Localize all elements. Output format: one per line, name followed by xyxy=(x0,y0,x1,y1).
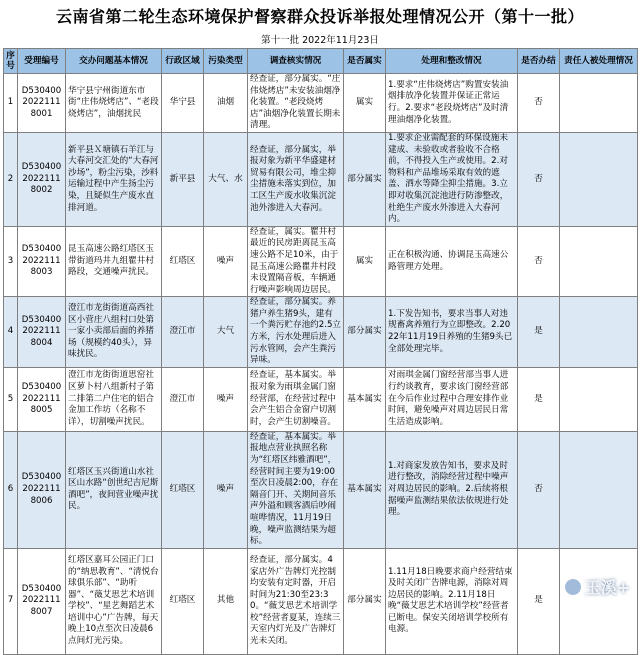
row-type: 大气、水 xyxy=(204,132,248,226)
header-issue: 交办问题基本情况 xyxy=(66,49,162,74)
row-investigation: 经查证，属实。瞿井村最近的民房距离昆玉高速公路不足10米，由于昆玉高速公路瞿井村段未设置隔音板，车辆通行噪声影响周边居民。 xyxy=(248,226,344,297)
row-issue: 红塔区玉兴街道山水社区山水路“创世纪吉尼斯酒吧”，夜间营业噪声扰民。 xyxy=(66,431,162,548)
header-handling: 处理和整改情况 xyxy=(386,49,518,74)
table-row xyxy=(4,226,638,297)
row-no: 2 xyxy=(4,132,18,226)
row-investigation: 经查证，基本属实。举报地点营业执照名称为“红塔区纬雅酒吧”，经营时间主要为19:00至次日凌晨2:00，存在隔音门开、关期间音乐声外溢和顾客酒后吵闹喧哗情况，11月19日晚，噪声监测结果为超标。 xyxy=(248,431,344,548)
row-verified: 部分属实 xyxy=(344,548,386,654)
row-investigation: 经查证，部分属实。4家店外广告牌灯光控制均安装有定时器，开启时间为21:30至23:30。“薇艾思艺术培训学校”经营者夏某，连续三天室内灯光及广告牌灯光未关闭。 xyxy=(248,548,344,654)
row-verified: 基本属实 xyxy=(344,431,386,548)
row-accountability xyxy=(560,297,638,368)
table-row xyxy=(4,74,638,133)
row-id: D530400 2022111 8001 xyxy=(18,74,66,133)
row-no: 1 xyxy=(4,74,18,133)
table-row xyxy=(4,132,638,226)
row-issue: 红塔区嘉耳公园正门口的“纳思教育”、“清悦台球俱乐部”、“助听器”、“薇艾思艺术培训学校”、“星艺舞蹈艺术培训中心”广告牌，每天晚上10点至次日凌晨6点间灯光污染。 xyxy=(66,548,162,654)
header-accountability: 责任人被处理情况 xyxy=(560,49,638,74)
row-type: 噪声 xyxy=(204,367,248,431)
header-id: 受理编号 xyxy=(18,49,66,74)
page-title: 云南省第二轮生态环境保护督察群众投诉举报处理情况公开（第十一批） xyxy=(55,7,584,26)
table-header-row xyxy=(4,49,638,74)
row-issue: 澄江市龙街街道高西社区小营庄八组村口处第一家小卖部后面的养猪场（规模约40头），异味扰民。 xyxy=(66,297,162,368)
table-row xyxy=(4,297,638,368)
row-no: 5 xyxy=(4,367,18,431)
row-accountability xyxy=(560,132,638,226)
row-id: D530400 2022111 8002 xyxy=(18,132,66,226)
row-accountability xyxy=(560,74,638,133)
row-handling: 1.要求“庄伟烧烤店”购置安装油烟排放净化装置并保证正常运行。2.要求“老段烧烤店”及时清理油烟净化装置。 xyxy=(386,74,518,133)
row-no: 3 xyxy=(4,226,18,297)
row-no: 6 xyxy=(4,431,18,548)
row-id: D530400 2022111 8006 xyxy=(18,431,66,548)
watermark-text: 玉溪+ xyxy=(584,578,630,597)
row-handling: 正在积极沟通、协调昆玉高速公路管理方处理。 xyxy=(386,226,518,297)
row-closed: 是 xyxy=(518,548,560,654)
row-closed: 是 xyxy=(518,297,560,368)
row-region: 新平县 xyxy=(162,132,204,226)
row-verified: 部分属实 xyxy=(344,132,386,226)
row-investigation: 经查证，基本属实。举报对象为雨琪金属门窗经营部，在经营过程中会产生铝合金窗户切割时，会产生切割噪音。 xyxy=(248,367,344,431)
row-region: 澄江市 xyxy=(162,297,204,368)
row-issue: 华宁县宁州街道东市街“庄伟烧烤店”、“老段烧烤店”，油烟扰民 xyxy=(66,74,162,133)
row-region: 红塔区 xyxy=(162,548,204,654)
header-region: 行政区域 xyxy=(162,49,204,74)
row-investigation: 经查证，部分属实。养猪户养生猪9头，建有一个粪污贮存池约2.5立方米，污水处理后进入污水管网，会产生粪污异味。 xyxy=(248,297,344,368)
row-type: 大气 xyxy=(204,297,248,368)
row-accountability xyxy=(560,367,638,431)
row-closed: 是 xyxy=(518,367,560,431)
row-type: 噪声 xyxy=(204,431,248,548)
batch-subtitle: 第十一批 2022年11月23日 xyxy=(261,35,379,46)
row-id: D530400 2022111 8004 xyxy=(18,297,66,368)
header-verified: 是否属实 xyxy=(344,49,386,74)
watermark-logo xyxy=(565,575,630,598)
row-handling: 1.11月18日晚要求商户经营结束及时关闭广告牌电源，消除对周边居民的影响。2.11月18日晚“薇艾思艺术培训学校”经营者已断电。保安关闭培训学校所有电源。 xyxy=(386,548,518,654)
row-verified: 基本属实 xyxy=(344,367,386,431)
row-issue: 澄江市龙街街道思窑社区萝卜村八组新村子第二排第二户住宅的铝合金加工作坊（名称不详），切割噪声扰民。 xyxy=(66,367,162,431)
row-closed: 否 xyxy=(518,226,560,297)
row-investigation: 经查证，部分属实，举报对象为新平华盛建材贸易有限公司，堆尘抑尘措施未落实到位，加工区生产废水收集沉淀池外渗进入大春河。 xyxy=(248,132,344,226)
table-row xyxy=(4,431,638,548)
row-region: 华宁县 xyxy=(162,74,204,133)
row-accountability xyxy=(560,548,638,654)
row-no: 4 xyxy=(4,297,18,368)
row-type: 噪声 xyxy=(204,226,248,297)
row-closed: 否 xyxy=(518,431,560,548)
row-closed: 否 xyxy=(518,132,560,226)
row-issue: 新平县Ｘ塘镇石羊江与大春河交汇处的“大春河沙场”，粉尘污染，沙料运输过程中产生扬尘污染，且疑似生产废水直排河道。 xyxy=(66,132,162,226)
row-type: 其他 xyxy=(204,548,248,654)
row-id: D530400 2022111 8005 xyxy=(18,367,66,431)
table-row xyxy=(4,367,638,431)
row-verified: 属实 xyxy=(344,74,386,133)
brand-logo-icon xyxy=(565,579,581,595)
header-closed: 是否办结 xyxy=(518,49,560,74)
row-closed: 否 xyxy=(518,74,560,133)
header-seq: 序号 xyxy=(4,49,18,74)
row-investigation: 经查证，部分属实。“庄伟烧烤店”未安装油烟净化装置。“老段烧烤店”油烟净化装置长期未清理。 xyxy=(248,74,344,133)
row-handling: 1.对商家发放告知书，要求及时进行整改，消除经营过程中噪声对周边居民的影响。2.后续将根据噪声监测结果依法依规进行处理。 xyxy=(386,431,518,548)
row-handling: 1.要求企业需配套的环保设施未建成、未验收或者验收不合格前，不得投入生产或使用。2.对物料和产品堆场采取有效的遮盖、洒水等降尘抑尘措施。3.立即对收集沉淀池进行防渗整改，杜绝生产废水外渗进入大春河内。 xyxy=(386,132,518,226)
header-investigation: 调查核实情况 xyxy=(248,49,344,74)
row-accountability xyxy=(560,431,638,548)
row-id: D530400 2022111 8007 xyxy=(18,548,66,654)
row-verified: 属实 xyxy=(344,226,386,297)
row-handling: 1.下发告知书，要求当事人对违规畜禽养殖行为立即整改。2.2022年11月19日养殖的生猪9头已全部处理完毕。 xyxy=(386,297,518,368)
complaints-table xyxy=(3,48,638,655)
row-no: 7 xyxy=(4,548,18,654)
row-region: 澄江市 xyxy=(162,367,204,431)
row-type: 油烟 xyxy=(204,74,248,133)
row-issue: 昆玉高速公路红塔区玉带街道玛井九组瞿井村路段，交通噪声扰民。 xyxy=(66,226,162,297)
row-verified: 部分属实 xyxy=(344,297,386,368)
row-region: 红塔区 xyxy=(162,226,204,297)
row-accountability xyxy=(560,226,638,297)
header-type: 污染类型 xyxy=(204,49,248,74)
table-row xyxy=(4,548,638,654)
row-region: 红塔区 xyxy=(162,431,204,548)
row-handling: 对雨琪金属门窗经营部当事人进行约谈教育，要求该门窗经营部在今后作业过程中合理安排作业时间，避免噪声对周边居民日常生活造成影响。 xyxy=(386,367,518,431)
row-id: D530400 2022111 8003 xyxy=(18,226,66,297)
